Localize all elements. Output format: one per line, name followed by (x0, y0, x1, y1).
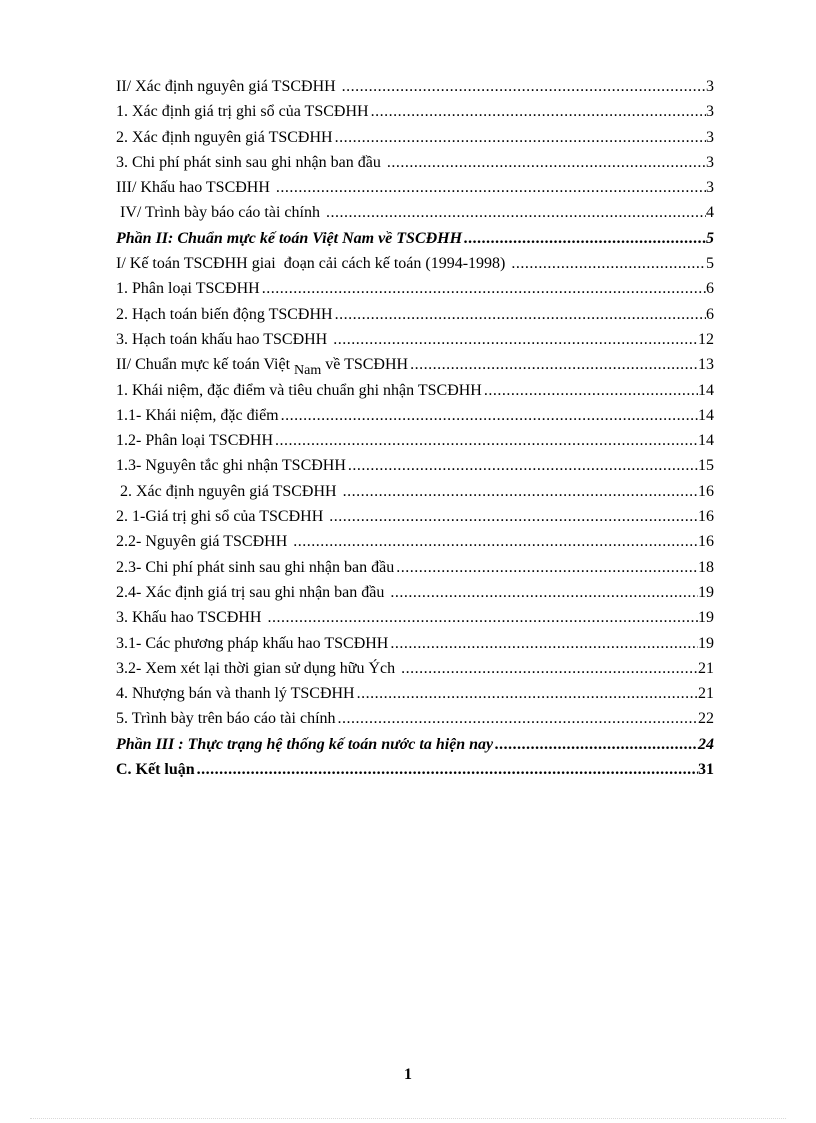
toc-entry-page: 18 (698, 558, 714, 576)
toc-entry-label: II/ Xác định nguyên giá TSCĐHH (116, 78, 340, 95)
toc-entry-label: 5. Trình bày trên báo cáo tài chính (116, 710, 336, 728)
toc-dot-leader (482, 378, 698, 403)
toc-entry (116, 403, 714, 428)
toc-section-heading (116, 757, 714, 782)
toc-dot-leader (195, 757, 698, 782)
toc-entry-label: 1. Phân loại TSCĐHH (116, 280, 260, 298)
toc-entry-page: 16 (698, 533, 714, 551)
toc-entry-label: 1.2- Phân loại TSCĐHH (116, 432, 274, 450)
toc-entry (116, 200, 714, 225)
toc-entry-label: 2.4- Xác định giá trị sau ghi nhận ban đầu (116, 583, 389, 601)
toc-label-subscript: Nam (294, 363, 322, 378)
toc-entry-page: 16 (698, 482, 714, 500)
toc-label-part: về TSCĐHH (321, 356, 409, 374)
toc-dot-leader (333, 302, 706, 327)
toc-entry (116, 453, 714, 478)
toc-dot-leader (291, 529, 698, 554)
toc-dot-leader (273, 428, 698, 453)
toc-entry-page: 5 (706, 255, 714, 273)
toc-section-heading (116, 226, 714, 251)
toc-entry (116, 150, 714, 175)
toc-entry-page: 19 (698, 634, 714, 652)
toc-entry-label: 2.2- Nguyên giá TSCĐHH (116, 533, 292, 551)
toc-entry-label: Phần III : Thực trạng hệ thống kế toán nước ta hiện nay (116, 735, 494, 753)
toc-dot-leader (346, 453, 698, 478)
toc-dot-leader (388, 580, 698, 605)
toc-entry-label: 4. Nhượng bán và thanh lý TSCĐHH (116, 685, 355, 703)
toc-dot-leader (394, 555, 698, 580)
toc-entry-page: 3 (706, 103, 714, 121)
toc-dot-leader (388, 631, 698, 656)
toc-entry-page: 3 (706, 78, 714, 95)
toc-dot-leader (462, 226, 706, 251)
toc-entry-page: 4 (706, 204, 714, 222)
toc-entry (116, 580, 714, 605)
toc-entry-label: 2. 1-Giá trị ghi sổ của TSCĐHH (116, 508, 328, 526)
toc-entry (116, 276, 714, 301)
toc-entry-label: 3.2- Xem xét lại thời gian sử dụng hữu Ých (116, 659, 400, 677)
toc-dot-leader (509, 251, 706, 276)
toc-entry-page: 19 (698, 583, 714, 601)
page-number: 1 (404, 1066, 412, 1083)
toc-dot-leader (408, 352, 698, 377)
toc-entry (116, 656, 714, 681)
toc-dot-leader (265, 605, 698, 630)
toc-entry (116, 681, 714, 706)
toc-dot-leader (279, 403, 698, 428)
toc-entry-label: 1. Khái niệm, đặc điểm và tiêu chuẩn ghi nhận TSCĐHH (116, 381, 482, 399)
toc-entry-label: C. Kết luận (116, 761, 195, 779)
toc-entry-label: I/ Kế toán TSCĐHH giai đoạn cải cách kế toán (1994-1998) (116, 255, 510, 273)
toc-entry-page: 6 (706, 280, 714, 298)
toc-entry-label (116, 352, 408, 377)
toc-entry-page: 12 (698, 330, 714, 348)
footer-divider (30, 1118, 786, 1119)
toc-entry-page: 16 (698, 508, 714, 526)
toc-entry-page: 24 (698, 735, 714, 753)
toc-entry (116, 175, 714, 200)
toc-dot-leader (324, 200, 706, 225)
toc-section-heading (116, 732, 714, 757)
toc-label-part: II/ Chuẩn mực kế toán Việt (116, 356, 295, 374)
toc-entry (116, 529, 714, 554)
toc-entry-page: 14 (698, 432, 714, 450)
toc-dot-leader (333, 125, 706, 150)
toc-entry (116, 504, 714, 529)
toc-dot-leader (331, 327, 698, 352)
toc-entry-label: 1.3- Nguyên tắc ghi nhận TSCĐHH (116, 457, 346, 475)
toc-entry-page: 14 (698, 381, 714, 399)
toc-dot-leader (274, 175, 706, 200)
toc-entry-page: 3 (706, 179, 714, 197)
toc-entry (116, 99, 714, 124)
table-of-contents (116, 74, 714, 782)
toc-entry (116, 327, 714, 352)
toc-entry-label: 3. Hạch toán khấu hao TSCĐHH (116, 330, 332, 348)
toc-dot-leader (369, 99, 706, 124)
toc-entry-page: 21 (698, 685, 714, 703)
toc-entry-label: 3.1- Các phương pháp khấu hao TSCĐHH (116, 634, 389, 652)
toc-dot-leader (260, 276, 706, 301)
toc-entry (116, 378, 714, 403)
toc-entry (116, 631, 714, 656)
toc-dot-leader (340, 74, 706, 99)
toc-dot-leader (341, 479, 698, 504)
toc-entry-label: 2. Xác định nguyên giá TSCĐHH (116, 128, 333, 146)
toc-entry-page: 31 (698, 761, 714, 779)
toc-entry (116, 74, 714, 99)
toc-entry (116, 302, 714, 327)
toc-entry-label: IV/ Trình bày báo cáo tài chính (116, 204, 324, 222)
toc-entry (116, 605, 714, 630)
toc-entry-page: 6 (706, 305, 714, 323)
toc-dot-leader (355, 681, 698, 706)
toc-entry-label: Phần II: Chuẩn mực kế toán Việt Nam về TSCĐHH (116, 229, 463, 247)
toc-dot-leader (399, 656, 698, 681)
toc-entry (116, 555, 714, 580)
toc-entry (116, 428, 714, 453)
toc-entry-label: 2. Xác định nguyên giá TSCĐHH (116, 482, 341, 500)
toc-entry (116, 706, 714, 731)
toc-entry (116, 352, 714, 377)
toc-entry (116, 479, 714, 504)
toc-entry-page: 19 (698, 609, 714, 627)
toc-entry-page: 3 (706, 153, 714, 171)
toc-dot-leader (385, 150, 706, 175)
toc-entry-page: 21 (698, 659, 714, 677)
toc-entry-label: 2. Hạch toán biến động TSCĐHH (116, 305, 333, 323)
toc-entry (116, 251, 714, 276)
toc-entry (116, 125, 714, 150)
toc-entry-page: 3 (706, 128, 714, 146)
toc-entry-page: 22 (698, 710, 714, 728)
toc-dot-leader (336, 706, 698, 731)
toc-entry-label: III/ Khấu hao TSCĐHH (116, 179, 274, 197)
toc-entry-page: 14 (698, 406, 714, 424)
toc-entry-label: 1. Xác định giá trị ghi sổ của TSCĐHH (116, 103, 369, 121)
toc-entry-label: 3. Khấu hao TSCĐHH (116, 609, 266, 627)
toc-dot-leader (327, 504, 698, 529)
toc-dot-leader (493, 732, 698, 757)
toc-entry-page: 13 (698, 356, 714, 374)
toc-entry-page: 15 (698, 457, 714, 475)
toc-entry-label: 2.3- Chi phí phát sinh sau ghi nhận ban đầu (116, 558, 395, 576)
toc-entry-page: 5 (706, 229, 714, 247)
toc-entry-label: 3. Chi phí phát sinh sau ghi nhận ban đầu (116, 153, 385, 171)
toc-entry-label: 1.1- Khái niệm, đặc điểm (116, 406, 279, 424)
